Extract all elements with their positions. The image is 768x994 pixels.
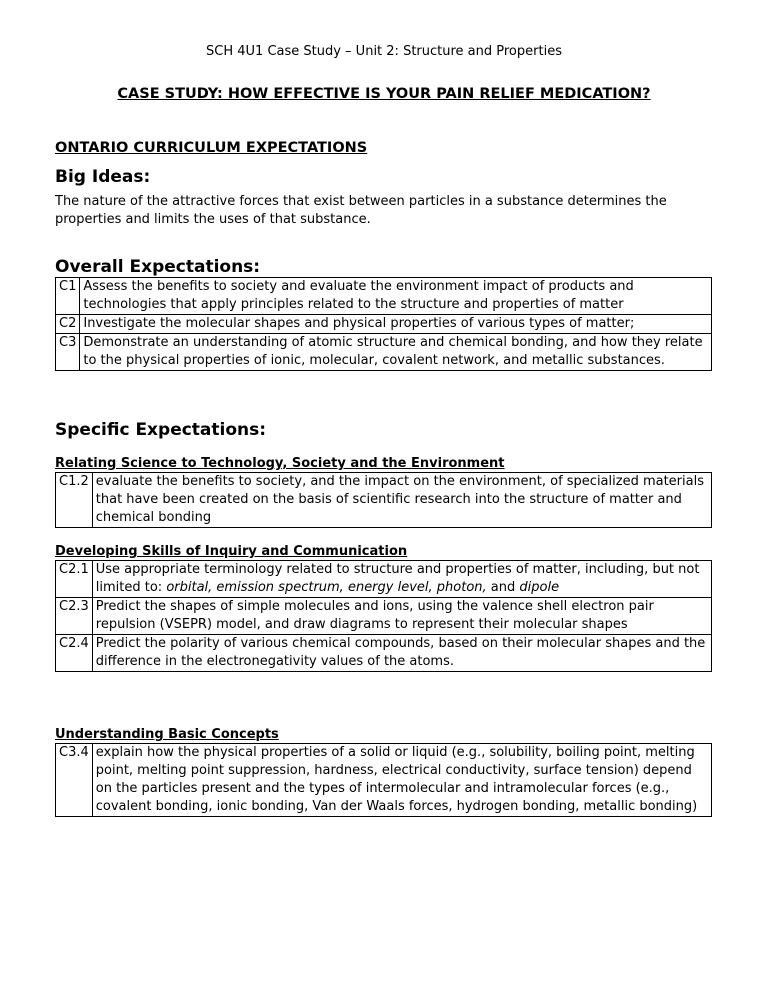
page-title: CASE STUDY: HOW EFFECTIVE IS YOUR PAIN RELIEF MEDICATION?: [117, 86, 651, 102]
expectation-code: C3: [56, 334, 80, 371]
table-row: [56, 561, 712, 598]
overall-expectations-table: [55, 277, 712, 371]
table-row: [56, 278, 712, 315]
expectation-text: Predict the shapes of simple molecules and ions, using the valence shell electron pair repulsion (VSEPR) model, and draw diagrams to represent their molecular shapes: [92, 598, 711, 635]
overall-expectations-heading: Overall Expectations:: [55, 257, 261, 277]
expectation-text: Investigate the molecular shapes and physical properties of various types of matter;: [80, 315, 712, 334]
expectation-text: evaluate the benefits to society, and the impact on the environment, of specialized materials that have been created on the basis of scientific research into the structure of matter and chemical bonding: [92, 473, 711, 528]
expectation-code: C2.1: [56, 561, 93, 598]
specific-table-inquiry: [55, 560, 712, 672]
text-plain: Use appropriate terminology related to structure and properties of matter, including, but not limited to:: [95, 562, 700, 595]
page-header: SCH 4U1 Case Study – Unit 2: Structure and Properties: [206, 44, 562, 59]
expectation-code: C2.3: [56, 598, 93, 635]
section-heading-concepts: Understanding Basic Concepts: [55, 727, 279, 742]
table-row: [56, 473, 712, 528]
expectation-text: Predict the polarity of various chemical compounds, based on their molecular shapes and the difference in the electronegativity values of the atoms.: [92, 635, 711, 672]
specific-table-concepts: [55, 743, 712, 817]
text-italic: orbital, emission spectrum, energy level, photon,: [166, 580, 487, 595]
expectation-code: C1: [56, 278, 80, 315]
expectation-text: Demonstrate an understanding of atomic structure and chemical bonding, and how they relate to the physical properties of ionic, molecular, covalent network, and metallic substances.: [80, 334, 712, 371]
table-row: [56, 635, 712, 672]
big-ideas-text: The nature of the attractive forces that exist between particles in a substance determines the properties and limits the uses of that substance.: [55, 194, 667, 227]
table-row: [56, 334, 712, 371]
text-plain: and: [486, 580, 520, 595]
text-italic: dipole: [519, 580, 560, 595]
section-heading-sts: Relating Science to Technology, Society and the Environment: [55, 456, 505, 471]
section-heading-inquiry: Developing Skills of Inquiry and Communication: [55, 544, 408, 559]
expectation-code: C2.4: [56, 635, 93, 672]
table-row: [56, 744, 712, 817]
big-ideas-heading: Big Ideas:: [55, 167, 151, 187]
table-row: [56, 315, 712, 334]
expectation-code: C1.2: [56, 473, 93, 528]
specific-table-sts: [55, 472, 712, 528]
curriculum-heading: ONTARIO CURRICULUM EXPECTATIONS: [55, 140, 368, 156]
expectation-code: C3.4: [56, 744, 93, 817]
expectation-text: Assess the benefits to society and evaluate the environment impact of products and technologies that apply principles related to the structure and properties of matter: [80, 278, 712, 315]
expectation-code: C2: [56, 315, 80, 334]
expectation-text: explain how the physical properties of a solid or liquid (e.g., solubility, boiling point, melting point, melting point suppression, hardness, electrical conductivity, surface tension) depend on the particles present and the types of intermolecular and intramolecular forces (e.g., covalent bonding, ionic bonding, Van der Waals forces, hydrogen bonding, metallic bonding): [92, 744, 711, 817]
table-row: [56, 598, 712, 635]
expectation-text: [92, 561, 711, 598]
specific-expectations-heading: Specific Expectations:: [55, 420, 267, 440]
